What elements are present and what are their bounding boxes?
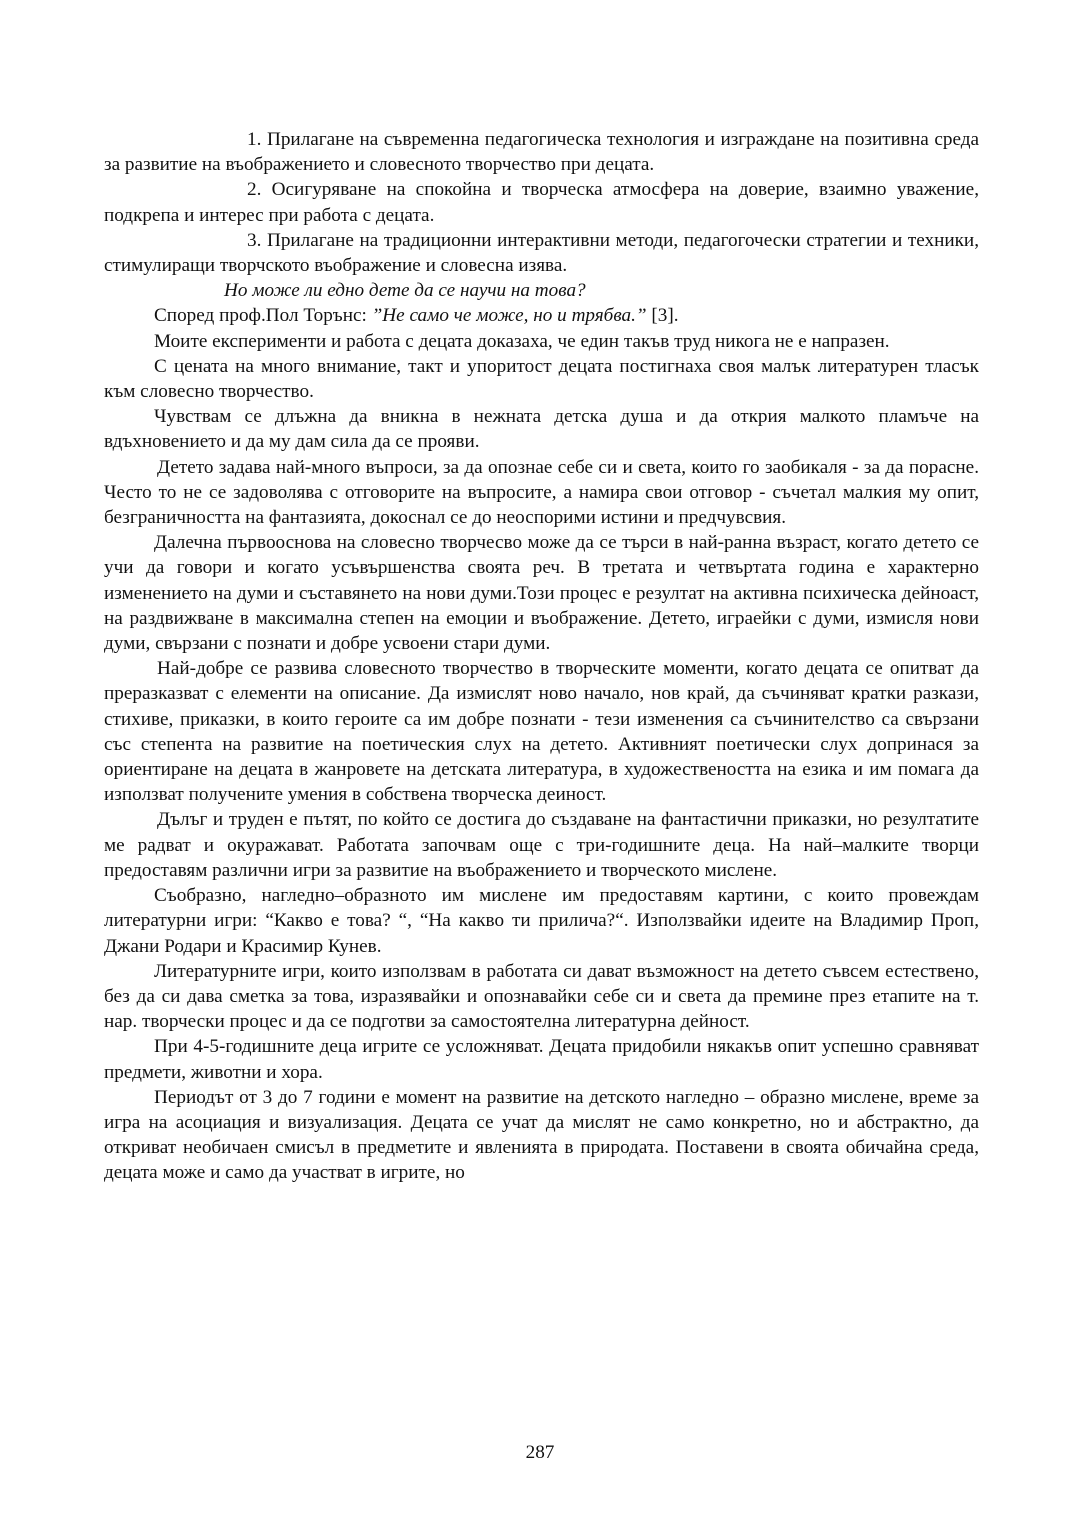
paragraph: Далечна първооснова на словесно творчесво може да се търси в най-ранна възраст, когато детето се учи да говори и когато усъвършенства своята реч. В третата и четвъртата година е характерно изменението на думи и съставянето на нови думи.Този процес е резултат на активна психическа дейноаст, на раздвижване в максимална степен на емоции и въображение. Детето, играейки с думи, измисля нови думи, свързани с познати и добре усвоени стари думи. (104, 532, 979, 655)
quote-paragraph (104, 303, 979, 328)
paragraph: Чувствам се длъжна да вникна в нежната детска душа и да открия малкото пламъче на вдъхновението и да му дам сила да се прояви. (104, 406, 979, 453)
paragraph: Литературните игри, които използвам в работата си дават възможност на детето съвсем естествено, без да си дава сметка за това, изразявайки и опознавайки себе си и света да премине през етапите на т. нар. творчески процес и да се подготви за самостоятелна литературна дейност. (104, 960, 979, 1033)
paragraph: Детето задава най-много въпроси, за да опознае себе си и света, които го заобикаля - за да порасне. Често то не се задоволява с отговорите на въпросите, а намира свои отговор - съчетал малкия му опит, безграничността на фантазията, докоснал се до неоспорими истини и предчувсвия. (104, 456, 979, 529)
paragraph: С цената на много внимание, такт и упоритост децата постигнаха своя малък литературен тласък към словесно творчество. (104, 355, 979, 403)
paragraph: Дълъг и труден е пътят, по който се достига до създаване на фантастични приказки, но резултатите ме радват и окуражават. Работата започвам още с три-годишните деца. На най–малките творци предоставям различни игри за развитие на въображението и творческото мислене. (104, 809, 979, 881)
paragraph: Съобразно, нагледно–образното им мислене им предоставям картини, с които провеждам литературни игри: “Какво е това? “, “На какво ти прилича?“. Използвайки идеите на Владимир Проп, Джани Родари и Красимир Кунев. (104, 885, 979, 957)
quote-reference: [3]. (646, 305, 679, 327)
paragraph: Най-добре се развива словесното творчество в творческите моменти, когато децата се опитват да преразказват с елементи на описание. Да измислят ново начало, нов край, да съчиняват кратки разкази, стихиве, приказки, в които героите са им добре познати - тези изменения са съчинителство са свързани със степента на развитие на поетическия слух на детето. Активният поетически слух допринася за ориентиране на децата в жанровете на детската литература, в художествеността на езика и им помага да използват получените умения в собствена творческа деиност. (104, 658, 979, 806)
quote-prefix: Според проф.Пол Торънс: (154, 305, 372, 327)
paragraph: При 4-5-годишните деца игрите се усложняват. Децата придобили някакъв опит успешно сравняват предмети, животни и хора. (104, 1036, 979, 1083)
list-item-2: 2. Осигуряване на спокойна и творческа атмосфера на доверие, взаимно уважение, подкрепа и интерес при работа с децата. (104, 179, 979, 226)
list-item-3: 3. Прилагане на традиционни интерактивни методи, педагогочески стратегии и техники, стимулиращи творчското въображение и словесна изява. (104, 229, 979, 277)
quote-text: ”Не само че може, но и трябва.” (371, 305, 647, 327)
paragraph: Периодът от 3 до 7 години е момент на развитие на детското нагледно – образно мислене, време за игра на асоциация и визуализация. Децата се учат да мислят не само конкретно, но и абстрактно, да откриват необичаен смисъл в предметите и явленията в природата. Поставени в своята обичайна среда, децата може и само да участват в игрите, но (104, 1086, 979, 1184)
paragraph: Моите експерименти и работа с децата доказаха, че един такъв труд никога не е напразен. (154, 330, 890, 352)
rhetorical-question: Но може ли едно дете да се научи на това? (224, 280, 586, 302)
list-item-1: 1. Прилагане на съвременна педагогическа технология и изграждане на позитивна среда за развитие на въображението и словесното творчество при децата. (104, 129, 979, 176)
document-body (104, 127, 979, 1186)
page-number: 287 (525, 1442, 555, 1463)
